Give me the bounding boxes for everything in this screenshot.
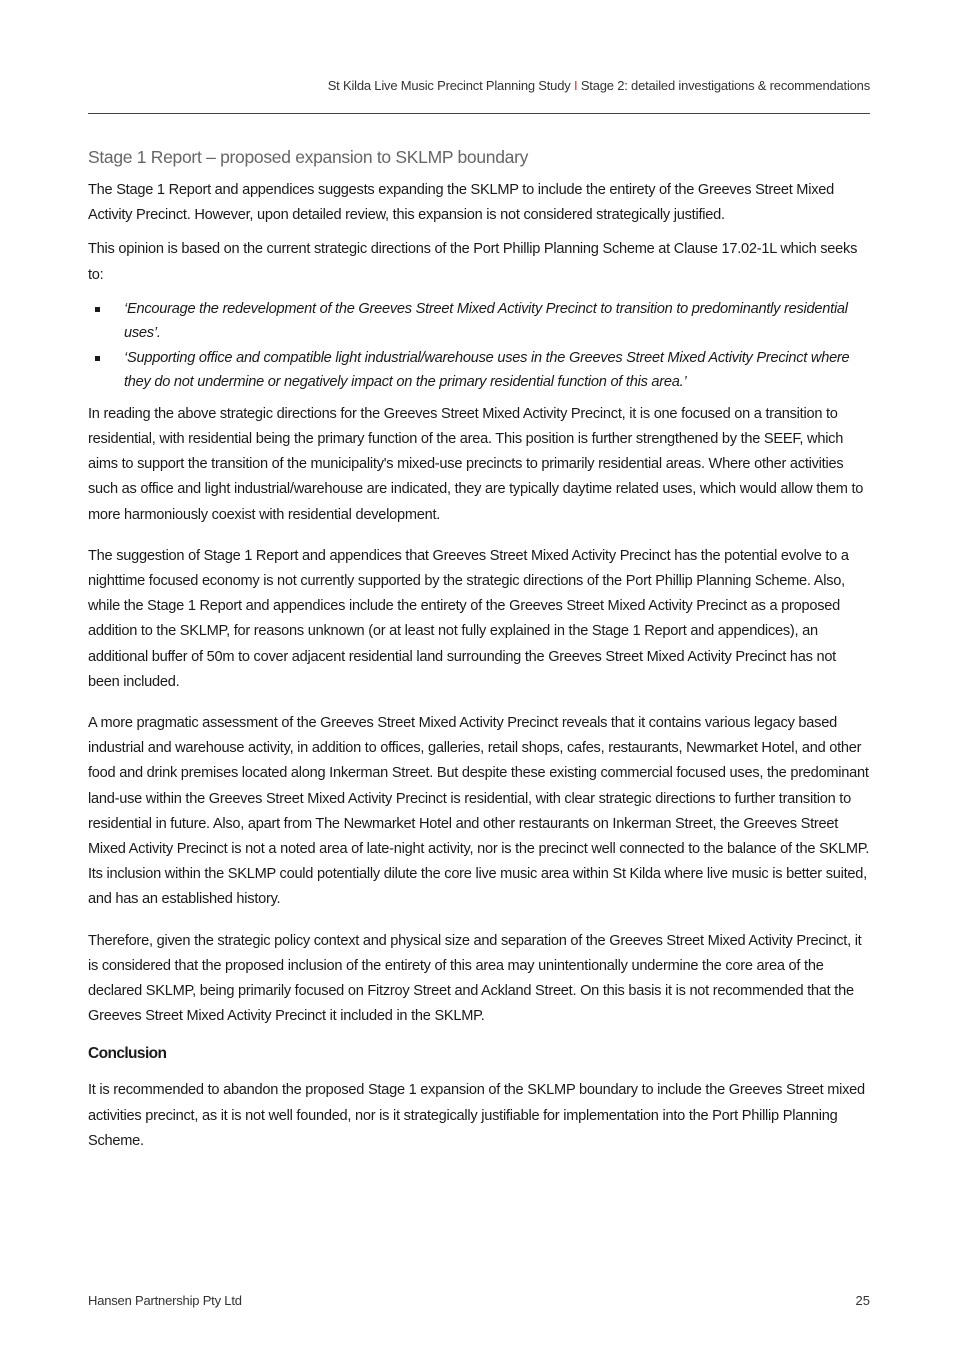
footer-page-number: 25 xyxy=(855,1293,870,1308)
document-page xyxy=(88,0,870,1369)
header-title-right: Stage 2: detailed investigations & recommendations xyxy=(580,78,870,93)
section-heading: Stage 1 Report – proposed expansion to SKLMP boundary xyxy=(88,147,529,167)
paragraph-6: Therefore, given the strategic policy context and physical size and separation of the Greeves Street Mixed Activity Precinct, it is considered that the proposed inclusion of the entirety of this area may unintentionally undermine the core area of the declared SKLMP, being primarily focused on Fitzroy Street and Ackland Street. On this basis it is not recommended that the Greeves Street Mixed Activity Precinct it included in the SKLMP. xyxy=(88,932,862,1025)
running-header xyxy=(328,78,870,93)
square-bullet-icon xyxy=(95,307,100,312)
footer-company: Hansen Partnership Pty Ltd xyxy=(88,1293,242,1308)
paragraph-3: In reading the above strategic directions for the Greeves Street Mixed Activity Precinct, it is one focused on a transition to residential, with residential being the primary function of the area. This position is further strengthened by the SEEF, which aims to support the transition of the municipality's mixed-use precincts to primarily residential areas. Where other activities such as office and light industrial/warehouse are indicated, they are typically daytime related uses, which would allow them to more harmoniously coexist with residential development. xyxy=(88,405,864,523)
header-title-left: St Kilda Live Music Precinct Planning Study xyxy=(327,78,571,93)
page-content xyxy=(88,147,870,1154)
paragraph-1: The Stage 1 Report and appendices suggests expanding the SKLMP to include the entirety of the Greeves Street Mixed Activity Precinct. However, upon detailed review, this expansion is not considered strategically justified. xyxy=(88,182,834,224)
policy-quote-item xyxy=(88,297,870,346)
header-separator: I xyxy=(573,78,578,93)
policy-quote-list xyxy=(88,297,870,395)
paragraph-4: The suggestion of Stage 1 Report and appendices that Greeves Street Mixed Activity Precinct has the potential evolve to a nighttime focused economy is not currently supported by the strategic directions of the Port Phillip Planning Scheme. Also, while the Stage 1 Report and appendices include the entirety of the Greeves Street Mixed Activity Precinct as a proposed addition to the SKLMP, for reasons unknown (or at least not fully explained in the Stage 1 Report and appendices), an additional buffer of 50m to cover adjacent residential land surrounding the Greeves Street Mixed Activity Precinct has not been included. xyxy=(88,547,849,690)
header-rule xyxy=(88,113,870,114)
paragraph-2: This opinion is based on the current strategic directions of the Port Phillip Planning Scheme at Clause 17.02-1L which seeks to: xyxy=(88,241,858,283)
square-bullet-icon xyxy=(95,356,100,361)
policy-quote-item xyxy=(88,346,870,395)
conclusion-heading: Conclusion xyxy=(88,1045,167,1063)
paragraph-5: A more pragmatic assessment of the Greeves Street Mixed Activity Precinct reveals that it contains various legacy based industrial and warehouse activity, in addition to offices, galleries, retail shops, cafes, restaurants, Newmarket Hotel, and other food and drink premises located along Inkerman Street. But despite these existing commercial focused uses, the predominant land-use within the Greeves Street Mixed Activity Precinct is residential, with clear strategic directions to further transition to residential in future. Also, apart from The Newmarket Hotel and other restaurants on Inkerman Street, the Greeves Street Mixed Activity Precinct is not a noted area of late-night activity, nor is the precinct well connected to the balance of the SKLMP. Its inclusion within the SKLMP could potentially dilute the core live music area within St Kilda where live music is better suited, and has an established history. xyxy=(88,715,870,908)
policy-quote-text: ‘Encourage the redevelopment of the Greeves Street Mixed Activity Precinct to transition to predominantly residential uses’. xyxy=(124,300,848,342)
conclusion-text: It is recommended to abandon the proposed Stage 1 expansion of the SKLMP boundary to include the Greeves Street mixed activities precinct, as it is not well founded, nor is it strategically justifiable for implementation into the Port Phillip Planning Scheme. xyxy=(88,1082,865,1149)
policy-quote-text: ‘Supporting office and compatible light industrial/warehouse uses in the Greeves Street Mixed Activity Precinct where they do not undermine or negatively impact on the primary residential function of this area.’ xyxy=(124,349,850,391)
